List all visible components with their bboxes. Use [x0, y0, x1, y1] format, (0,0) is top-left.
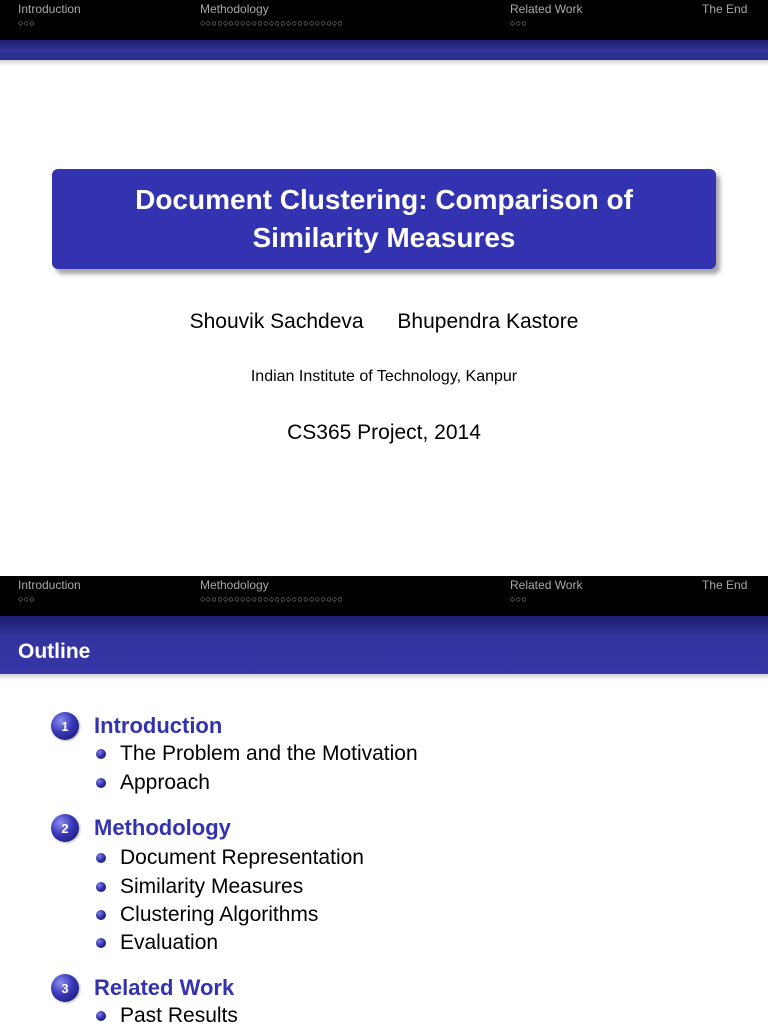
nav-section-label[interactable]: Introduction [18, 578, 81, 592]
bullet-icon [96, 749, 106, 759]
outline-slide [0, 576, 768, 1024]
bullet-icon [96, 853, 106, 863]
subsection-label[interactable]: Document Representation [120, 846, 364, 869]
subsection-label[interactable]: Past Results [120, 1004, 238, 1024]
nav-section-label[interactable]: Related Work [510, 578, 583, 592]
subsection-label[interactable]: Similarity Measures [120, 875, 304, 898]
section-number-ball: 2 [51, 814, 79, 842]
bullet-icon [96, 910, 106, 920]
presentation-title: Document Clustering: Comparison of Similarity Measures [135, 184, 633, 253]
frame-title-bar [0, 616, 768, 674]
subsection-label[interactable]: Approach [120, 771, 210, 794]
bullet-icon [96, 882, 106, 892]
bullet-icon [96, 938, 106, 948]
title-box [52, 169, 716, 269]
nav-progress-dots[interactable]: ○○○○○○○○○○○○○○○○○○○○○○○○○ [200, 18, 344, 28]
bullet-icon [96, 778, 106, 788]
section-title[interactable]: Related Work [94, 975, 235, 1000]
section-number-ball: 1 [51, 712, 79, 740]
nav-section-label[interactable]: The End [702, 578, 748, 592]
nav-progress-dots[interactable]: ○○○ [510, 18, 528, 28]
nav-progress-dots[interactable]: ○○○ [18, 18, 36, 28]
frame-title-shadow [0, 674, 768, 680]
section-title[interactable]: Introduction [94, 713, 223, 738]
frame-title: Outline [18, 640, 91, 663]
header-band [0, 40, 768, 60]
nav-section-the-end[interactable] [702, 2, 747, 17]
nav-section-related-work[interactable] [510, 578, 582, 605]
nav-section-label[interactable]: Introduction [18, 2, 81, 16]
nav-section-the-end[interactable] [702, 578, 747, 593]
nav-section-label[interactable]: Methodology [200, 2, 269, 16]
author-name: Shouvik Sachdeva [189, 310, 364, 333]
section-title[interactable]: Methodology [94, 815, 231, 840]
nav-progress-dots[interactable]: ○○○ [18, 594, 36, 604]
navigation-bar [0, 0, 768, 40]
nav-section-label[interactable]: Methodology [200, 578, 269, 592]
subsection-label[interactable]: The Problem and the Motivation [120, 742, 418, 765]
nav-progress-dots[interactable]: ○○○○○○○○○○○○○○○○○○○○○○○○○ [200, 594, 344, 604]
nav-section-introduction[interactable] [18, 578, 81, 605]
nav-section-introduction[interactable] [18, 2, 81, 29]
authors [0, 310, 768, 334]
nav-section-label[interactable]: The End [702, 2, 748, 16]
header-shadow [0, 60, 768, 66]
presentation-date: CS365 Project, 2014 [287, 421, 481, 444]
author-name: Bhupendra Kastore [397, 310, 579, 333]
nav-progress-dots[interactable]: ○○○ [510, 594, 528, 604]
institute: Indian Institute of Technology, Kanpur [250, 368, 518, 385]
section-number-ball: 3 [51, 974, 79, 1002]
nav-section-methodology[interactable] [200, 2, 343, 29]
bullet-icon [96, 1011, 106, 1021]
subsection-label[interactable]: Clustering Algorithms [120, 903, 319, 926]
nav-section-methodology[interactable] [200, 578, 343, 605]
subsection-label[interactable]: Evaluation [120, 931, 219, 954]
nav-section-related-work[interactable] [510, 2, 582, 29]
navigation-bar [0, 576, 768, 616]
nav-section-label[interactable]: Related Work [510, 2, 583, 16]
